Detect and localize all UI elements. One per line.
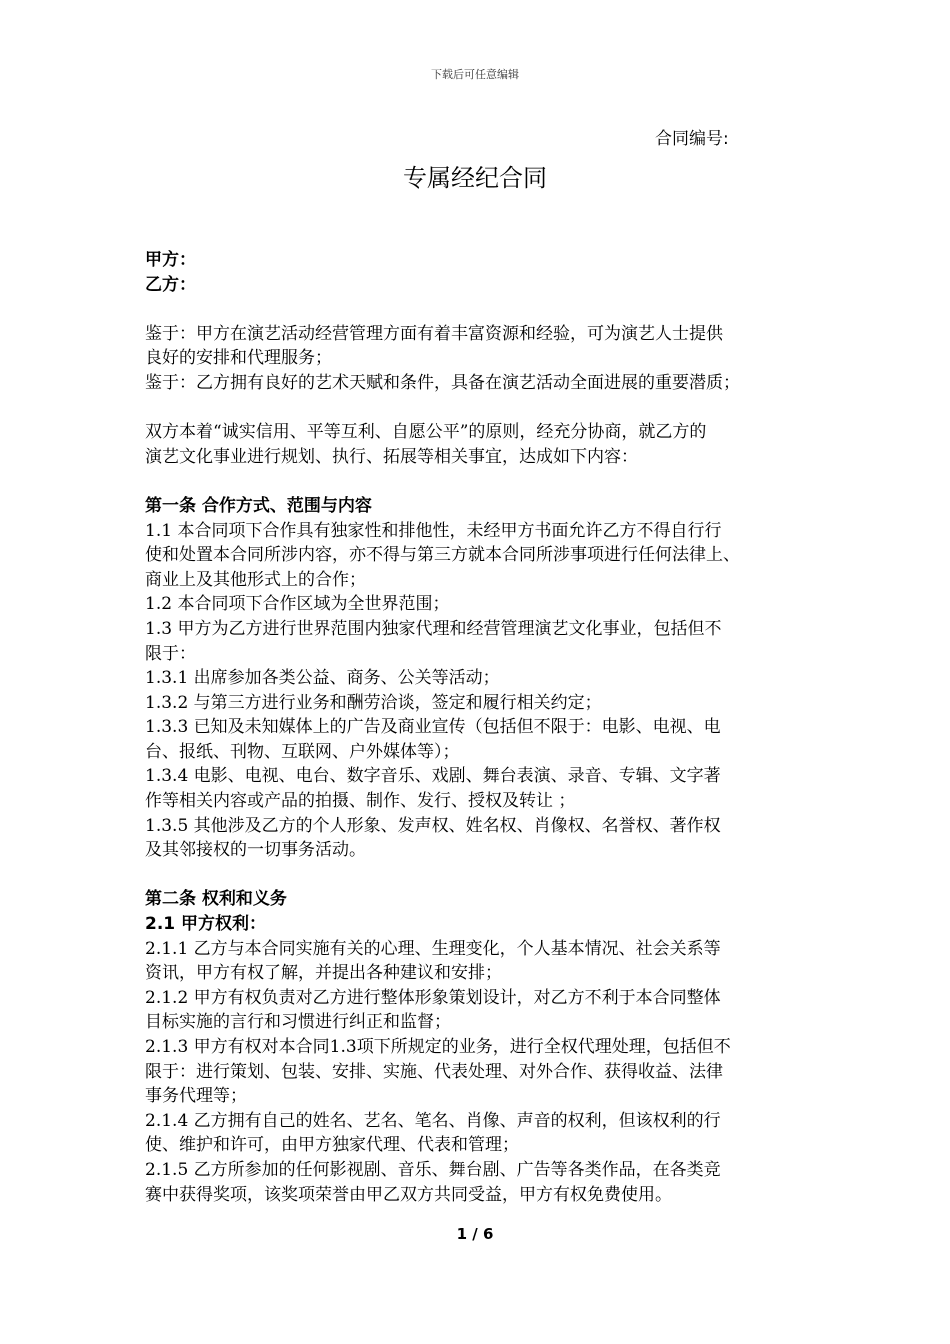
header-note: 下载后可任意编辑 [431, 68, 519, 81]
document-title: 专属经纪合同 [403, 164, 547, 192]
body-line: 1.3.2 与第三方进行业务和酬劳洽谈，签定和履行相关约定； [145, 692, 602, 713]
blank-line [145, 863, 810, 888]
body-line: 1.3 甲方为乙方进行世界范围内独家代理和经营管理演艺文化事业，包括但不 [145, 618, 722, 639]
body-line: 良好的安排和代理服务； [145, 348, 332, 369]
section-heading: 2.1 甲方权利： [145, 914, 267, 935]
contract-number-label: 合同编号: [655, 129, 729, 149]
body-line: 鉴于：甲方在演艺活动经营管理方面有着丰富资源和经验，可为演艺人士提供 [145, 323, 723, 344]
body-line: 1.2 本合同项下合作区域为全世界范围； [145, 594, 450, 615]
body-line: 1.3.1 出席参加各类公益、商务、公关等活动； [145, 668, 500, 689]
section-heading: 乙方： [145, 274, 196, 295]
body-line: 2.1.4 乙方拥有自己的姓名、艺名、笔名、肖像、声音的权利，但该权利的行 [145, 1110, 721, 1131]
body-line: 使和处置本合同所涉内容，亦不得与第三方就本合同所涉事项进行任何法律上、 [145, 545, 740, 566]
page-indicator: 1 / 6 [456, 1225, 494, 1243]
body-line: 台、报纸、刊物、互联网、户外媒体等）； [145, 741, 460, 762]
section-heading: 第二条 权利和义务 [145, 889, 287, 910]
document-body [145, 248, 810, 1207]
body-line: 鉴于：乙方拥有良好的艺术天赋和条件，具备在演艺活动全面进展的重要潜质； [145, 372, 740, 393]
body-line: 演艺文化事业进行规划、执行、拓展等相关事宜，达成如下内容： [145, 446, 638, 467]
body-line: 2.1.3 甲方有权对本合同1.3项下所规定的业务，进行全权代理处理，包括但不 [145, 1037, 731, 1057]
body-line: 目标实施的言行和习惯进行纠正和监督； [145, 1012, 451, 1033]
body-line: 双方本着“诚实信用、平等互利、自愿公平”的原则，经充分协商，就乙方的 [145, 422, 707, 443]
body-line: 2.1.2 甲方有权负责对乙方进行整体形象策划设计，对乙方不利于本合同整体 [145, 987, 721, 1008]
body-line: 事务代理等； [145, 1086, 247, 1107]
blank-line [145, 469, 810, 494]
blank-line [145, 297, 810, 322]
body-line: 使、维护和许可，由甲方独家代理、代表和管理； [145, 1135, 519, 1156]
body-line: 1.3.3 已知及未知媒体上的广告及商业宣传（包括但不限于：电影、电视、电 [145, 717, 721, 738]
section-heading: 甲方： [145, 250, 196, 270]
section-heading: 第一条 合作方式、范围与内容 [145, 495, 372, 516]
body-line: 限于： [145, 643, 196, 664]
body-line: 作等相关内容或产品的拍摄、制作、发行、授权及转让 ； [145, 791, 576, 812]
body-line: 1.3.5 其他涉及乙方的个人形象、发声权、姓名权、肖像权、名誉权、著作权 [145, 815, 721, 836]
body-line: 资讯，甲方有权了解，并提出各种建议和安排； [145, 963, 502, 984]
body-line: 1.3.4 电影、电视、电台、数字音乐、戏剧、舞台表演、录音、专辑、文字著 [145, 766, 721, 787]
body-line: 2.1.1 乙方与本合同实施有关的心理、生理变化，个人基本情况、社会关系等 [145, 938, 721, 959]
body-line: 1.1 本合同项下合作具有独家性和排他性，未经甲方书面允许乙方不得自行行 [145, 520, 722, 541]
body-line: 限于：进行策划、包装、安排、实施、代表处理、对外合作、获得收益、法律 [145, 1061, 723, 1082]
body-line: 2.1.5 乙方所参加的任何影视剧、音乐、舞台剧、广告等各类作品，在各类竞 [145, 1159, 721, 1180]
body-line: 商业上及其他形式上的合作； [145, 569, 366, 590]
body-line: 及其邻接权的一切事务活动。 [145, 840, 366, 861]
body-line: 赛中获得奖项，该奖项荣誉由甲乙双方共同受益，甲方有权免费使用。 [145, 1184, 672, 1205]
blank-line [145, 396, 810, 421]
